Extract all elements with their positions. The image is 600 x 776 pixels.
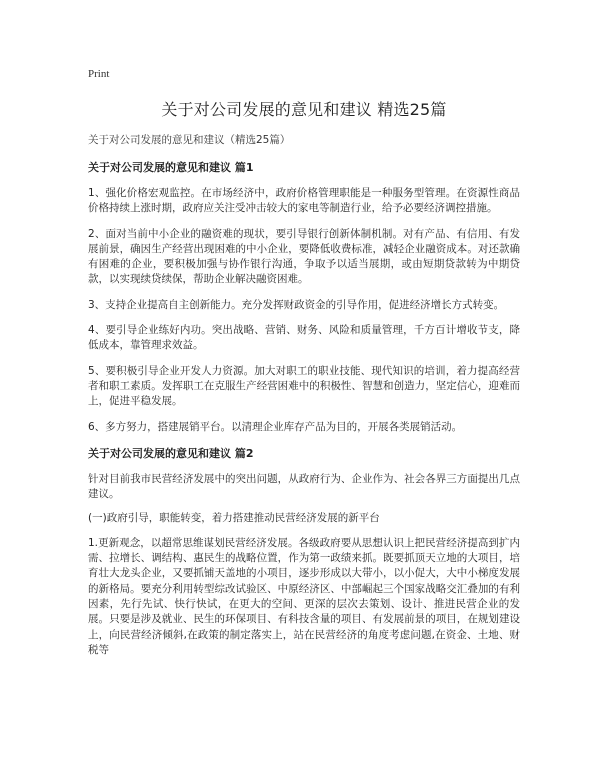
- section-1-paragraph-5: 5、要积极引导企业开发人力资源。加大对职工的职业技能、现代知识的培训，着力提高经营者和职工素质。发挥职工在克服生产经营困难中的积极性、智慧和创造力，坚定信心，迎难而上，促进平稳发展。: [88, 364, 520, 408]
- print-label: Print: [88, 68, 110, 80]
- section-1-paragraph-6: 6、多方努力，搭建展销平台。以清理企业库存产品为目的，开展各类展销活动。: [88, 420, 463, 433]
- section-1-paragraph-1: 1、强化价格宏观监控。在市场经济中，政府价格管理职能是一种服务型管理。在资源性商品价格持续上涨时期，政府应关注受冲击较大的家电等制造行业，给予必要经济调控措施。: [88, 187, 520, 215]
- section-1-paragraph-3: 3、支持企业提高自主创新能力。充分发挥财政资金的引导作用，促进经济增长方式转变。: [88, 298, 505, 311]
- section-1-paragraph-2: 2、面对当前中小企业的融资难的现状，要引导银行创新体制机制。对有产品、有信用、有发展前景，确因生产经营出现困难的中小企业，要降低收费标准，减轻企业融资成本。对还款确有困难的企业，要积极加强与协作银行沟通，争取予以适当展期，或由短期贷款转为中期贷款，以实现续贷续保，帮助企业解决融资困难。: [88, 227, 520, 286]
- section-1-heading: 关于对公司发展的意见和建议 篇1: [88, 161, 254, 174]
- document-title: 关于对公司发展的意见和建议 精选25篇: [161, 100, 447, 119]
- section-2-intro: 针对目前我市民营经济发展中的突出问题，从政府行为、企业作为、社会各界三方面提出几点建议。: [88, 472, 520, 501]
- section-2-paragraph-1: 1.更新观念，以超常思维谋划民营经济发展。各级政府要从思想认识上把民营经济提高到扩内需、拉增长、调结构、惠民生的战略位置，作为第一政绩来抓。既要抓顶天立地的大项目，培育壮大龙头企业，又要抓铺天盖地的小项目，逐步形成以大带小，以小促大，大中小梯度发展的新格局。要充分利用转型综改试验区、中原经济区、中部崛起三个国家战略交汇叠加的有利因素，先行先试、快行快试，在更大的空间、更深的层次去策划、设计、推进民营企业的发展。只要是涉及就业、民生的环保项目、有科技含量的项目、有发展前景的项目，在规划建设上，向民营经济倾斜,在政策的制定落实上，站在民营经济的角度考虑问题,在资金、土地、财税等: [88, 536, 520, 656]
- section-2-heading: 关于对公司发展的意见和建议 篇2: [88, 446, 254, 460]
- section-2-subheading: (一)政府引导，职能转变，着力搭建推动民营经济发展的新平台: [88, 512, 380, 525]
- section-1-paragraph-4: 4、要引导企业练好内功。突出战略、营销、财务、风险和质量管理，千方百计增收节支，降低成本，靠管理求效益。: [88, 324, 520, 352]
- document-subtitle: 关于对公司发展的意见和建议（精选25篇）: [88, 134, 291, 146]
